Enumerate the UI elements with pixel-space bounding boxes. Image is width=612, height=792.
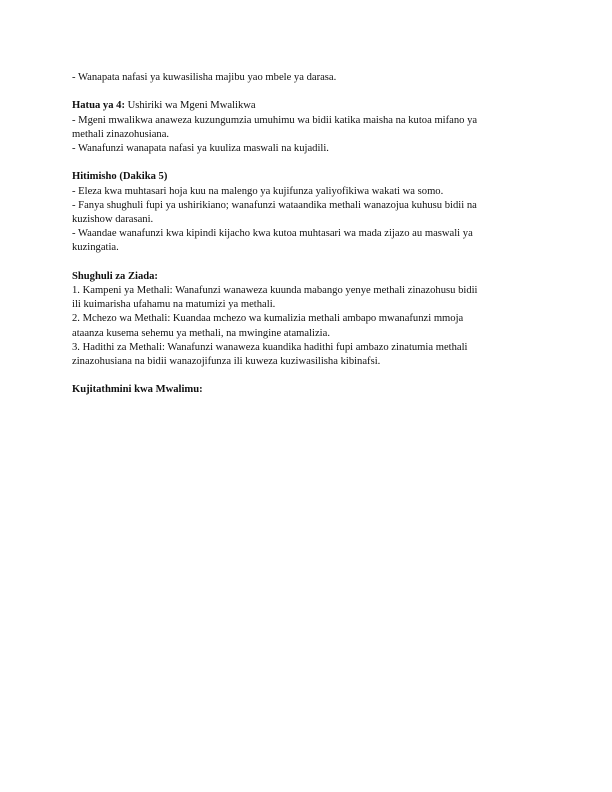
extra-activities-line: 3. Hadithi za Methali: Wanafunzi wanaweza kuandika hadithi fupi ambazo zinatumia methali	[72, 341, 468, 353]
intro-line: - Wanapata nafasi ya kuwasilisha majibu yao mbele ya darasa.	[72, 72, 337, 83]
conclusion-line: - Waandae wanafunzi kwa kipindi kijacho kwa kutoa muhtasari wa mada zijazo au maswali ya	[72, 228, 473, 240]
spacer	[72, 85, 542, 99]
spacer	[72, 369, 542, 383]
extra-activities-line: ataanza kusema sehemu ya methali, na mwingine atamalizia.	[72, 327, 330, 339]
self-assessment-heading: Kujitathmini kwa Mwalimu:	[72, 384, 203, 396]
step4-heading	[72, 99, 542, 113]
step4-heading-title: Ushiriki wa Mgeni Mwalikwa	[124, 100, 256, 112]
page-content	[72, 71, 542, 398]
extra-activities-line: 2. Mchezo wa Methali: Kuandaa mchezo wa kumalizia methali ambapo mwanafunzi mmoja	[72, 313, 464, 325]
extra-activities-line: 1. Kampeni ya Methali: Wanafunzi wanaweza kuunda mabango yenye methali zinazohusu bidii	[72, 285, 478, 296]
conclusion-heading: Hitimisho (Dakika 5)	[72, 171, 168, 183]
step4-line: - Mgeni mwalikwa anaweza kuzungumzia umuhimu wa bidii katika maisha na kutoa mifano ya	[72, 114, 478, 126]
spacer	[72, 156, 542, 170]
extra-activities-heading: Shughuli za Ziada:	[72, 270, 158, 282]
step4-line: methali zinazohusiana.	[72, 128, 170, 140]
conclusion-line: - Fanya shughuli fupi ya ushirikiano; wanafunzi wataandika methali wanazojua kuhusu bidii na	[72, 199, 477, 211]
conclusion-line: kuzishow darasani.	[72, 214, 154, 225]
conclusion-line: - Eleza kwa muhtasari hoja kuu na malengo ya kujifunza yaliyofikiwa wakati wa somo.	[72, 185, 444, 197]
spacer	[72, 256, 542, 270]
step4-heading-label: Hatua ya 4:	[72, 100, 125, 112]
step4-line: - Wanafunzi wanapata nafasi ya kuuliza maswali na kujadili.	[72, 143, 329, 154]
extra-activities-line: zinazohusiana na bidii wanazojifunza ili kuweza kuziwasilisha kibinafsi.	[72, 356, 381, 368]
conclusion-line: kuzingatia.	[72, 242, 119, 254]
extra-activities-line: ili kuimarisha ufahamu na matumizi ya methali.	[72, 299, 276, 311]
